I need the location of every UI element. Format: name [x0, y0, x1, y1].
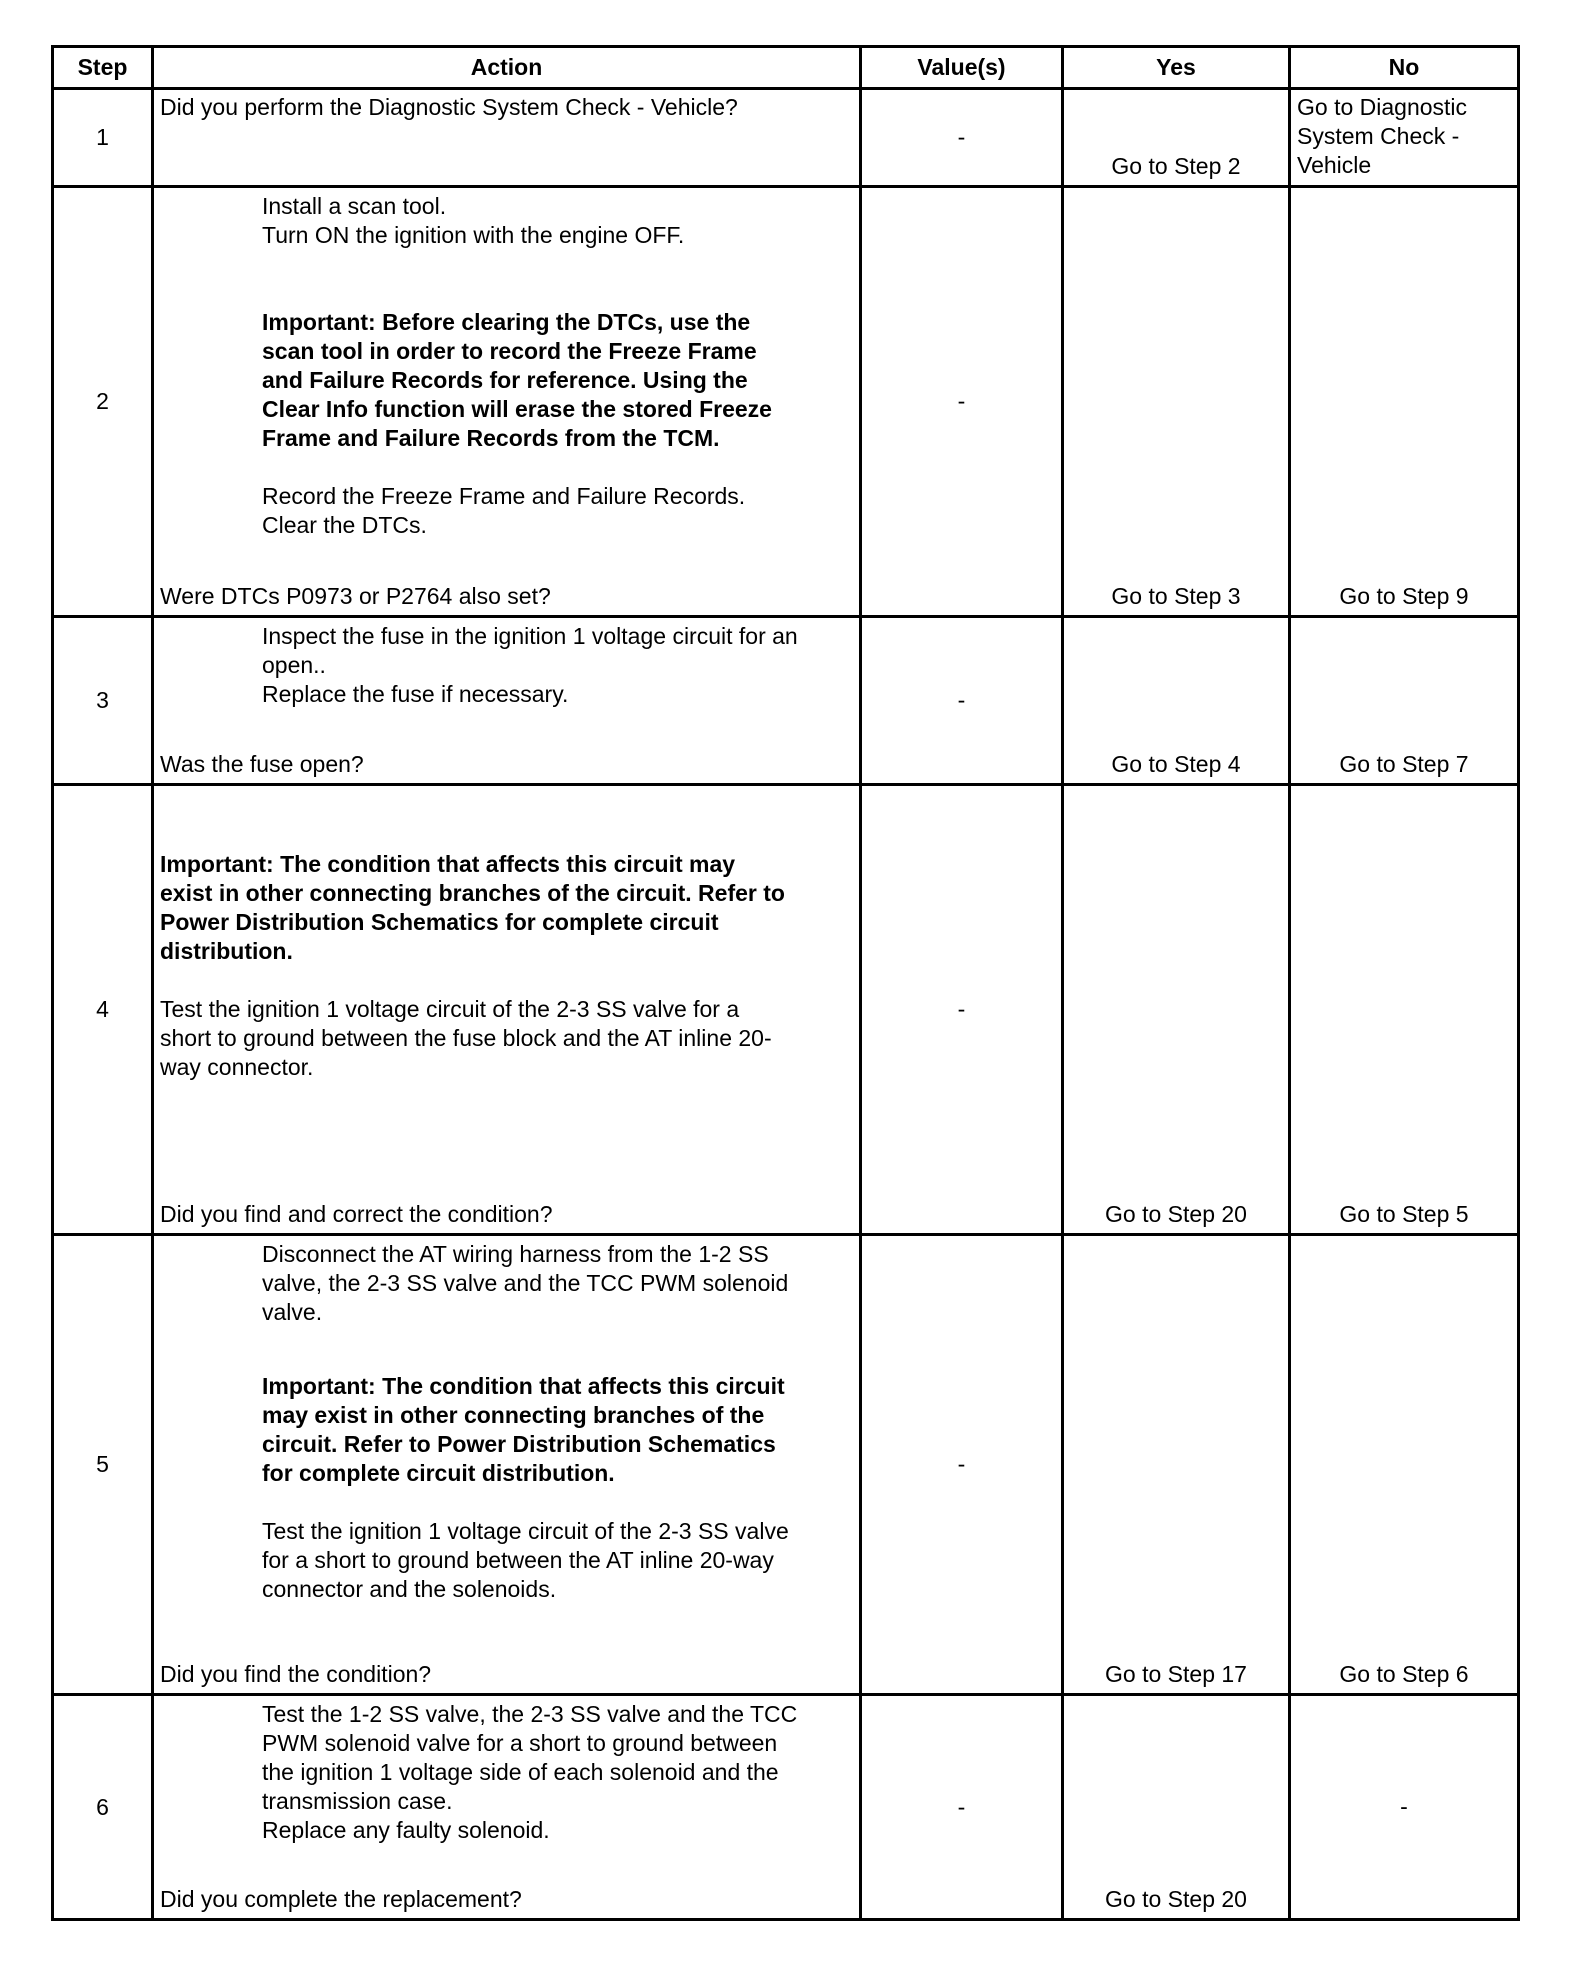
- action-line: Record the Freeze Frame and Failure Records.: [262, 483, 746, 509]
- header-values: Value(s): [861, 47, 1063, 89]
- important-line: circuit. Refer to Power Distribution Schematics: [262, 1431, 776, 1457]
- yes-result: Go to Step 3: [1111, 583, 1241, 609]
- step-number: 1: [53, 89, 153, 187]
- question-text: Did you complete the replacement?: [160, 1886, 522, 1912]
- value-cell: -: [861, 89, 1063, 187]
- value-cell: -: [861, 1235, 1063, 1695]
- action-line: short to ground between the fuse block and the AT inline 20-: [160, 1025, 772, 1051]
- question-text: Did you find the condition?: [160, 1661, 432, 1687]
- important-line: Power Distribution Schematics for complete circuit: [160, 909, 719, 935]
- action-cell: [153, 785, 861, 1235]
- diagnostic-table: [51, 45, 1520, 1921]
- yes-cell: [1063, 1695, 1290, 1920]
- question-text: Was the fuse open?: [160, 751, 364, 777]
- no-result-line: Go to Diagnostic: [1297, 94, 1468, 120]
- action-line: connector and the solenoids.: [262, 1576, 557, 1602]
- action-line: valve, the 2-3 SS valve and the TCC PWM solenoid: [262, 1270, 789, 1296]
- action-line: Inspect the fuse in the ignition 1 voltage circuit for an: [262, 623, 798, 649]
- action-line: for a short to ground between the AT inline 20-way: [262, 1547, 774, 1573]
- important-line: scan tool in order to record the Freeze Frame: [262, 338, 757, 364]
- important-line: may exist in other connecting branches of the: [262, 1402, 765, 1428]
- header-no: No: [1290, 47, 1519, 89]
- question-text: Were DTCs P0973 or P2764 also set?: [160, 583, 551, 609]
- step-number: 6: [53, 1695, 153, 1920]
- yes-result: Go to Step 20: [1105, 1886, 1247, 1912]
- header-step: Step: [53, 47, 153, 89]
- action-line: Test the 1-2 SS valve, the 2-3 SS valve and the TCC: [262, 1701, 798, 1727]
- yes-result: Go to Step 2: [1111, 153, 1241, 179]
- action-line: Test the ignition 1 voltage circuit of the 2-3 SS valve for a: [160, 996, 740, 1022]
- no-result: Go to Step 9: [1339, 583, 1469, 609]
- value-cell: -: [861, 785, 1063, 1235]
- yes-cell: [1063, 187, 1290, 617]
- value-cell: -: [861, 617, 1063, 785]
- table-row-step-3: [53, 617, 1519, 785]
- no-result: -: [1400, 1793, 1408, 1820]
- important-line: distribution.: [160, 938, 293, 964]
- no-cell: [1290, 1695, 1519, 1920]
- step-number: 2: [53, 187, 153, 617]
- no-cell: [1290, 1235, 1519, 1695]
- step-number: 4: [53, 785, 153, 1235]
- action-line: way connector.: [160, 1054, 314, 1080]
- no-cell: [1290, 785, 1519, 1235]
- action-line: valve.: [262, 1299, 323, 1325]
- action-line: Turn ON the ignition with the engine OFF.: [262, 222, 685, 248]
- no-result: [1291, 90, 1517, 180]
- action-line: Replace any faulty solenoid.: [262, 1817, 550, 1843]
- action-cell: [153, 1235, 861, 1695]
- yes-cell: [1063, 89, 1290, 187]
- yes-result: Go to Step 4: [1111, 751, 1241, 777]
- no-cell: [1290, 187, 1519, 617]
- yes-result: Go to Step 17: [1105, 1661, 1247, 1687]
- important-line: exist in other connecting branches of the circuit. Refer to: [160, 880, 785, 906]
- yes-cell: [1063, 785, 1290, 1235]
- yes-cell: [1063, 1235, 1290, 1695]
- action-line: open..: [262, 652, 326, 678]
- yes-result: Go to Step 20: [1105, 1201, 1247, 1227]
- action-line: PWM solenoid valve for a short to ground between: [262, 1730, 778, 1756]
- header-row: [53, 47, 1519, 89]
- no-cell: [1290, 617, 1519, 785]
- action-cell: [153, 1695, 861, 1920]
- question-text: Did you find and correct the condition?: [160, 1201, 553, 1227]
- important-line: Important: The condition that affects this circuit: [262, 1373, 785, 1399]
- important-line: and Failure Records for reference. Using the: [262, 367, 748, 393]
- no-result: Go to Step 7: [1339, 751, 1469, 777]
- action-line: Replace the fuse if necessary.: [262, 681, 569, 707]
- yes-cell: [1063, 617, 1290, 785]
- no-result: Go to Step 6: [1339, 1661, 1469, 1687]
- table-row-step-4: [53, 785, 1519, 1235]
- no-result-line: System Check -: [1297, 123, 1460, 149]
- step-number: 3: [53, 617, 153, 785]
- action-line: Clear the DTCs.: [262, 512, 427, 538]
- important-line: Important: The condition that affects this circuit may: [160, 851, 736, 877]
- no-cell: [1290, 89, 1519, 187]
- important-line: for complete circuit distribution.: [262, 1460, 615, 1486]
- header-yes: Yes: [1063, 47, 1290, 89]
- important-line: Clear Info function will erase the stored Freeze: [262, 396, 772, 422]
- action-line: transmission case.: [262, 1788, 453, 1814]
- step-number: 5: [53, 1235, 153, 1695]
- no-result-line: Vehicle: [1297, 152, 1372, 178]
- value-cell: -: [861, 1695, 1063, 1920]
- action-cell: [153, 617, 861, 785]
- action-cell: [153, 187, 861, 617]
- action-line: Test the ignition 1 voltage circuit of the 2-3 SS valve: [262, 1518, 789, 1544]
- action-line: the ignition 1 voltage side of each solenoid and the: [262, 1759, 779, 1785]
- table-row-step-5: [53, 1235, 1519, 1695]
- table-row-step-6: [53, 1695, 1519, 1920]
- value-cell: -: [861, 187, 1063, 617]
- important-line: Important: Before clearing the DTCs, use the: [262, 309, 751, 335]
- action-line: Disconnect the AT wiring harness from the 1-2 SS: [262, 1241, 769, 1267]
- important-line: Frame and Failure Records from the TCM.: [262, 425, 720, 451]
- table-row-step-1: [53, 89, 1519, 187]
- no-result: Go to Step 5: [1339, 1201, 1469, 1227]
- action-line: Install a scan tool.: [262, 193, 447, 219]
- header-action: Action: [153, 47, 861, 89]
- action-cell: [153, 89, 861, 187]
- question-text: Did you perform the Diagnostic System Check - Vehicle?: [160, 94, 738, 120]
- table-row-step-2: [53, 187, 1519, 617]
